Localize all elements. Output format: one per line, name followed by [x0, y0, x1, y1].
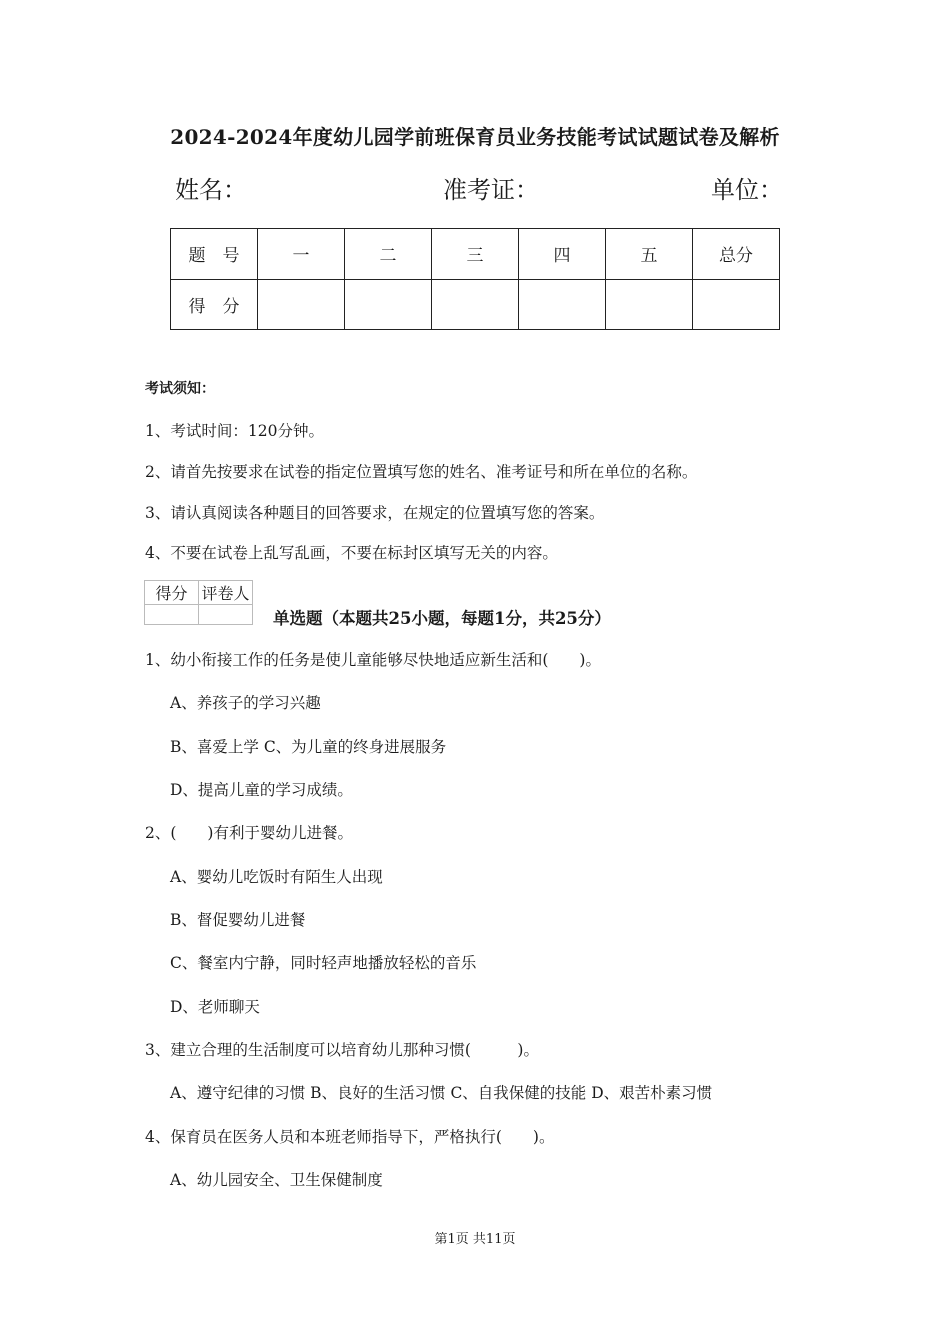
- score-table-cell: 三: [432, 229, 519, 280]
- grader-score-label: 得分: [145, 581, 199, 605]
- exam-id-label: 准考证：: [443, 176, 539, 204]
- score-blank-cell[interactable]: [432, 279, 519, 330]
- question-stem: 3、建立合理的生活制度可以培育幼儿那种习惯( )。: [145, 1041, 539, 1059]
- question-option: B、喜爱上学 C、为儿童的终身进展服务: [170, 738, 447, 756]
- score-blank-cell[interactable]: [519, 279, 606, 330]
- page-footer: 第1页 共11页: [434, 1232, 516, 1247]
- grader-score-blank[interactable]: [145, 605, 199, 625]
- candidate-info-row: [0, 170, 950, 204]
- question-option: C、餐室内宁静，同时轻声地播放轻松的音乐: [170, 954, 477, 972]
- question-stem: 4、保育员在医务人员和本班老师指导下，严格执行( )。: [145, 1128, 555, 1146]
- score-table-cell: 总分: [693, 229, 780, 280]
- score-table-cell: 得 分: [171, 279, 258, 330]
- score-blank-cell[interactable]: [345, 279, 432, 330]
- page-title: 2024-2024年度幼儿园学前班保育员业务技能考试试题试卷及解析: [170, 125, 780, 149]
- question-option: A、幼儿园安全、卫生保健制度: [170, 1171, 383, 1189]
- grader-reviewer-blank[interactable]: [199, 605, 253, 625]
- unit-label: 单位：: [711, 176, 783, 204]
- name-label: 姓名：: [175, 176, 247, 204]
- question-option: D、老师聊天: [170, 998, 260, 1016]
- score-table-cell: 二: [345, 229, 432, 280]
- score-table-header-row: [171, 229, 780, 280]
- score-table-cell: 四: [519, 229, 606, 280]
- notice-item: 2、请首先按要求在试卷的指定位置填写您的姓名、准考证号和所在单位的名称。: [145, 463, 698, 481]
- notice-item: 3、请认真阅读各种题目的回答要求，在规定的位置填写您的答案。: [145, 504, 605, 522]
- question-option: B、督促婴幼儿进餐: [170, 911, 306, 929]
- question-option: D、提高儿童的学习成绩。: [170, 781, 353, 799]
- score-blank-cell[interactable]: [606, 279, 693, 330]
- notice-heading: 考试须知：: [145, 381, 215, 397]
- grader-reviewer-label: 评卷人: [199, 581, 253, 605]
- question-option: A、养孩子的学习兴趣: [170, 694, 321, 712]
- question-option: A、遵守纪律的习惯 B、良好的生活习惯 C、自我保健的技能 D、艰苦朴素习惯: [170, 1084, 713, 1102]
- grader-box: [144, 580, 253, 625]
- section-title: 单选题（本题共25小题，每题1分，共25分）: [273, 609, 611, 628]
- score-blank-cell[interactable]: [258, 279, 345, 330]
- score-table: [170, 228, 780, 330]
- question-option: A、婴幼儿吃饭时有陌生人出现: [170, 868, 383, 886]
- question-stem: 1、幼小衔接工作的任务是使儿童能够尽快地适应新生活和( )。: [145, 651, 601, 669]
- question-stem: 2、( )有利于婴幼儿进餐。: [145, 824, 353, 842]
- notice-item: 4、不要在试卷上乱写乱画，不要在标封区填写无关的内容。: [145, 544, 558, 562]
- score-table-cell: 一: [258, 229, 345, 280]
- notice-item: 1、考试时间：120分钟。: [145, 422, 324, 440]
- score-table-cell: 题 号: [171, 229, 258, 280]
- score-table-cell: 五: [606, 229, 693, 280]
- score-table-score-row: [171, 279, 780, 330]
- score-blank-cell[interactable]: [693, 279, 780, 330]
